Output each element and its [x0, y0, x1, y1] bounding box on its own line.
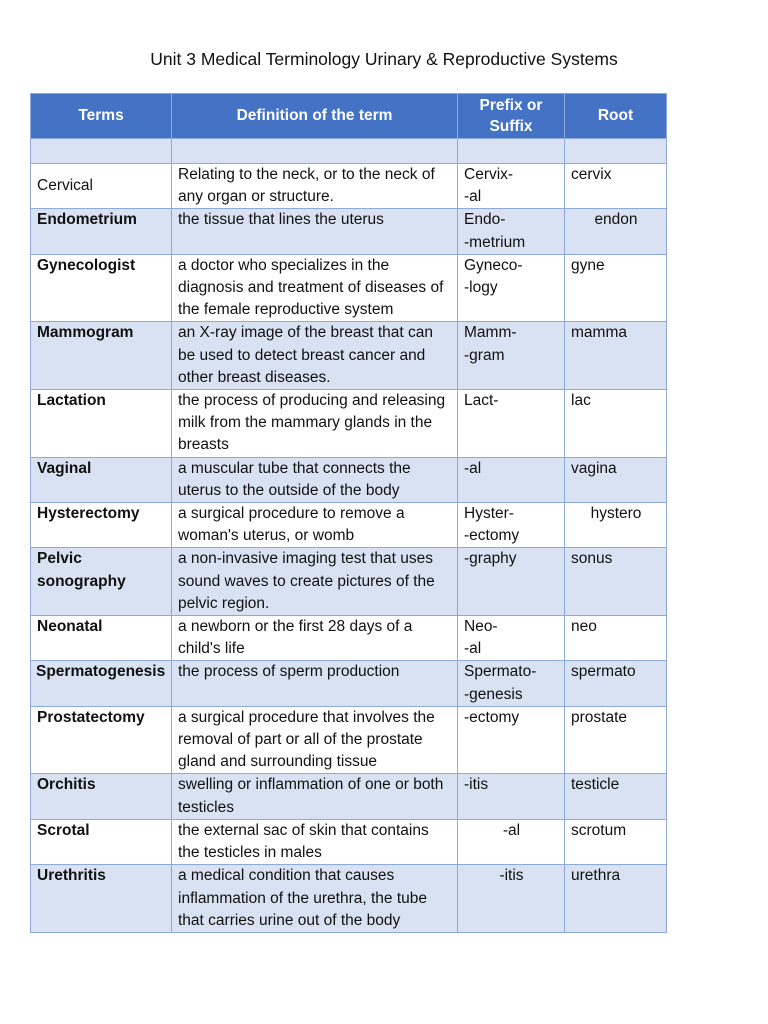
term-cell: Lactation: [31, 390, 172, 458]
root-cell: scrotum: [565, 819, 667, 864]
definition-cell: swelling or inflammation of one or both testicles: [172, 774, 458, 819]
root-cell: testicle: [565, 774, 667, 819]
root-cell: hystero: [565, 503, 667, 548]
definition-cell: a newborn or the first 28 days of a child's life: [172, 616, 458, 661]
root-cell: sonus: [565, 548, 667, 616]
root-cell: spermato: [565, 661, 667, 706]
definition-cell: a non-invasive imaging test that uses sound waves to create pictures of the pelvic region.: [172, 548, 458, 616]
header-prefix-suffix: Prefix or Suffix: [458, 94, 565, 139]
affix-cell: -al: [458, 819, 565, 864]
definition-cell: a surgical procedure to remove a woman's uterus, or womb: [172, 503, 458, 548]
term-cell: Pelvic sonography: [31, 548, 172, 616]
document-title: Unit 3 Medical Terminology Urinary & Reproductive Systems: [150, 49, 618, 69]
table-row: [31, 706, 667, 774]
term-cell: Spermatogenesis: [31, 661, 172, 706]
root-cell: prostate: [565, 706, 667, 774]
affix-cell: -ectomy: [458, 706, 565, 774]
definition-cell: the external sac of skin that contains the testicles in males: [172, 819, 458, 864]
root-cell: urethra: [565, 865, 667, 933]
blank-cell: [172, 139, 458, 164]
definition-cell: a medical condition that causes inflammation of the urethra, the tube that carries urine out of the body: [172, 865, 458, 933]
table-row: [31, 548, 667, 616]
affix-cell: -itis: [458, 774, 565, 819]
root-cell: mamma: [565, 322, 667, 390]
table-row: [31, 616, 667, 661]
term-cell: Urethritis: [31, 865, 172, 933]
table-header-row: [31, 94, 667, 139]
definition-cell: Relating to the neck, or to the neck of any organ or structure.: [172, 164, 458, 209]
definition-cell: a doctor who specializes in the diagnosis and treatment of diseases of the female reproductive system: [172, 254, 458, 322]
table-row: [31, 819, 667, 864]
term-cell: Gynecologist: [31, 254, 172, 322]
definition-cell: a muscular tube that connects the uterus to the outside of the body: [172, 457, 458, 502]
table-row: [31, 457, 667, 502]
definition-cell: the tissue that lines the uterus: [172, 209, 458, 254]
affix-cell: Lact-: [458, 390, 565, 458]
table-row: [31, 209, 667, 254]
affix-cell: Cervix- -al: [458, 164, 565, 209]
term-cell: Endometrium: [31, 209, 172, 254]
table-row: [31, 774, 667, 819]
blank-cell: [31, 139, 172, 164]
table-row: [31, 322, 667, 390]
header-root: Root: [565, 94, 667, 139]
table-row: [31, 503, 667, 548]
term-cell: Vaginal: [31, 457, 172, 502]
affix-cell: Hyster- -ectomy: [458, 503, 565, 548]
header-definition: Definition of the term: [172, 94, 458, 139]
root-cell: lac: [565, 390, 667, 458]
term-cell: Mammogram: [31, 322, 172, 390]
root-cell: neo: [565, 616, 667, 661]
terminology-table: [30, 93, 667, 933]
root-cell: cervix: [565, 164, 667, 209]
affix-cell: Mamm- -gram: [458, 322, 565, 390]
table-row: [31, 661, 667, 706]
term-cell: Neonatal: [31, 616, 172, 661]
term-cell: Cervical: [31, 164, 172, 209]
table-blank-row: [31, 139, 667, 164]
definition-cell: an X-ray image of the breast that can be used to detect breast cancer and other breast diseases.: [172, 322, 458, 390]
blank-cell: [565, 139, 667, 164]
affix-cell: Endo- -metrium: [458, 209, 565, 254]
affix-cell: Spermato- -genesis: [458, 661, 565, 706]
table-row: [31, 164, 667, 209]
definition-cell: the process of producing and releasing milk from the mammary glands in the breasts: [172, 390, 458, 458]
header-terms: Terms: [31, 94, 172, 139]
table-row: [31, 254, 667, 322]
blank-cell: [458, 139, 565, 164]
affix-cell: -al: [458, 457, 565, 502]
affix-cell: -graphy: [458, 548, 565, 616]
affix-cell: Neo- -al: [458, 616, 565, 661]
affix-cell: Gyneco- -logy: [458, 254, 565, 322]
table-row: [31, 865, 667, 933]
term-cell: Prostatectomy: [31, 706, 172, 774]
term-cell: Orchitis: [31, 774, 172, 819]
definition-cell: the process of sperm production: [172, 661, 458, 706]
root-cell: endon: [565, 209, 667, 254]
table-row: [31, 390, 667, 458]
term-cell: Scrotal: [31, 819, 172, 864]
root-cell: gyne: [565, 254, 667, 322]
affix-cell: -itis: [458, 865, 565, 933]
definition-cell: a surgical procedure that involves the removal of part or all of the prostate gland and surrounding tissue: [172, 706, 458, 774]
root-cell: vagina: [565, 457, 667, 502]
term-cell: Hysterectomy: [31, 503, 172, 548]
